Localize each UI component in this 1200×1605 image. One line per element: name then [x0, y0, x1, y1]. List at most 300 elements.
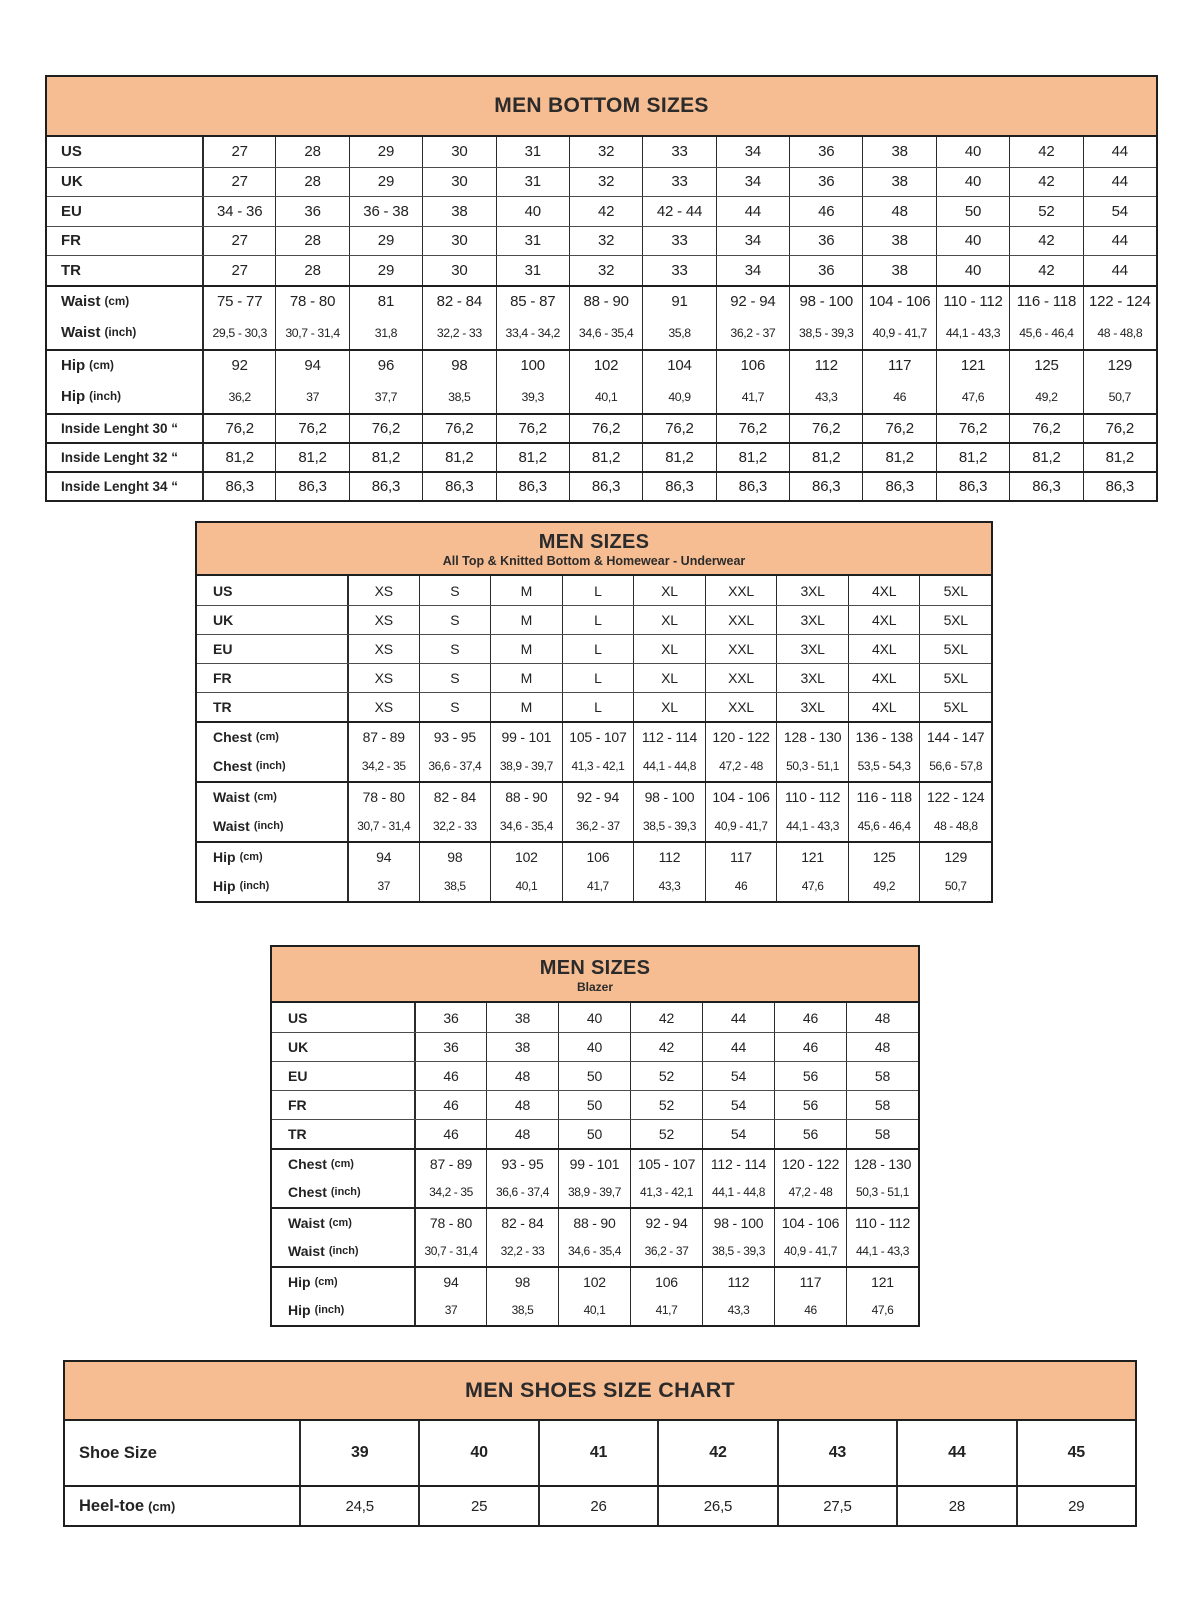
table-cell: 38 [486, 1003, 558, 1032]
table-cell: 38 [862, 137, 935, 167]
table-cell: 36,2 - 37 [716, 317, 789, 349]
table-row [47, 167, 1156, 197]
table-cell: 26 [538, 1487, 657, 1525]
table-cell: 31 [496, 137, 569, 167]
table-cell: 42 [630, 1033, 702, 1061]
table-cell: 38,9 - 39,7 [558, 1178, 630, 1208]
table-cell: 104 - 106 [774, 1209, 846, 1237]
table-cell: 3XL [776, 576, 848, 605]
table-row [65, 1485, 1135, 1525]
table-cell: 38,9 - 39,7 [490, 751, 562, 781]
table-cell: S [419, 576, 491, 605]
table-cell: 34 [716, 168, 789, 197]
table-row [197, 751, 991, 781]
table-row [47, 285, 1156, 317]
row-label-text: UK [213, 612, 234, 628]
row-label [197, 751, 347, 781]
table-cell: 92 [202, 351, 275, 381]
table-cell: 48 - 48,8 [919, 811, 991, 841]
table-cell: 41,3 - 42,1 [630, 1178, 702, 1208]
table-cell: 30 [422, 256, 495, 285]
table-cell: 38,5 [486, 1296, 558, 1326]
row-label [197, 606, 347, 634]
table-cell: 86,3 [1083, 473, 1156, 500]
row-label [197, 843, 347, 871]
table-cell: XXL [705, 635, 777, 663]
table-cell: 38 [486, 1033, 558, 1061]
table-cell: 29 [349, 227, 422, 256]
table-cell: 36,6 - 37,4 [486, 1178, 558, 1208]
table-cell: M [490, 606, 562, 634]
table-row [197, 871, 991, 901]
table-cell: 58 [846, 1091, 918, 1119]
table-cell: 4XL [848, 693, 920, 721]
table-cell: 41,7 [562, 871, 634, 901]
table-row [47, 471, 1156, 500]
table-cell: 98 [419, 843, 491, 871]
table-cell: 92 - 94 [630, 1209, 702, 1237]
table-cell: 40 [418, 1421, 537, 1485]
row-label-unit: (cm) [330, 1157, 354, 1170]
table-cell: 82 - 84 [422, 287, 495, 317]
table-cell: 104 - 106 [705, 783, 777, 811]
table-cell: 88 - 90 [569, 287, 642, 317]
table-cell: 33,4 - 34,2 [496, 317, 569, 349]
table-cell: 43,3 [633, 871, 705, 901]
table-cell: 29,5 - 30,3 [202, 317, 275, 349]
row-label-unit: (inch) [239, 880, 270, 892]
row-label-unit: (inch) [89, 390, 121, 403]
table-cell: 41,3 - 42,1 [562, 751, 634, 781]
row-label [272, 1268, 414, 1296]
table-cell: 94 [275, 351, 348, 381]
table-cell: S [419, 693, 491, 721]
table-cell: 128 - 130 [776, 723, 848, 751]
table-cell: 33 [642, 168, 715, 197]
table-cell: 42 [657, 1421, 776, 1485]
table-cell: 43 [777, 1421, 896, 1485]
table-cell: 29 [349, 168, 422, 197]
table-cell: 38 [862, 168, 935, 197]
table-cell: 81,2 [716, 444, 789, 471]
table-cell: 129 [919, 843, 991, 871]
row-label-text: TR [61, 261, 81, 279]
table-cell: 44,1 - 44,8 [702, 1178, 774, 1208]
table-cell: XL [633, 576, 705, 605]
table-cell: 31 [496, 227, 569, 256]
row-label [197, 723, 347, 751]
row-label-text: Waist [288, 1243, 325, 1260]
table-cell: 50,3 - 51,1 [846, 1178, 918, 1208]
table-row [197, 781, 991, 811]
table-cell: 86,3 [275, 473, 348, 500]
row-label [197, 664, 347, 692]
table-cell: 98 [422, 351, 495, 381]
table-cell: 32,2 - 33 [422, 317, 495, 349]
table-cell: XL [633, 693, 705, 721]
table-cell: 81,2 [569, 444, 642, 471]
table-cell: 32 [569, 168, 642, 197]
table-cell: 56 [774, 1120, 846, 1148]
row-label-text: FR [288, 1097, 307, 1113]
row-label [47, 473, 202, 500]
table-cell: 86,3 [202, 473, 275, 500]
table-cell: 86,3 [569, 473, 642, 500]
table-row [47, 226, 1156, 256]
table-cell: 46 [789, 197, 862, 226]
row-label-unit: (inch) [314, 1304, 345, 1317]
table-cell: 40,9 - 41,7 [705, 811, 777, 841]
table-cell: 48 [846, 1033, 918, 1061]
row-label-text: Inside Lenght 34 “ [61, 478, 179, 494]
table-row [47, 317, 1156, 349]
table-cell: 99 - 101 [558, 1150, 630, 1178]
row-label [65, 1487, 299, 1525]
table-cell: 76,2 [642, 415, 715, 442]
table-cell: 50 [558, 1120, 630, 1148]
row-label-unit: (cm) [255, 731, 279, 743]
table-cell: 44 [716, 197, 789, 226]
table-cell: 38,5 - 39,3 [789, 317, 862, 349]
row-label-text: Inside Lenght 30 “ [61, 420, 179, 436]
row-label [272, 1091, 414, 1119]
row-label-text: Chest [213, 758, 252, 774]
table-cell: 34 [716, 137, 789, 167]
table-cell: 36 [789, 137, 862, 167]
row-label [47, 197, 202, 226]
table-cell: 48 [862, 197, 935, 226]
table-cell: 122 - 124 [1083, 287, 1156, 317]
table-cell: 24,5 [299, 1487, 418, 1525]
table-cell: 54 [1083, 197, 1156, 226]
table-title: MEN BOTTOM SIZES [494, 94, 709, 117]
row-label-text: Shoe Size [79, 1443, 157, 1462]
table-row [47, 196, 1156, 226]
table-cell: 54 [702, 1091, 774, 1119]
table-cell: 47,6 [936, 381, 1009, 413]
table-cell: 34 [716, 227, 789, 256]
table-cell: 42 [1009, 168, 1082, 197]
row-label [65, 1421, 299, 1485]
table-cell: M [490, 693, 562, 721]
table-cell: 32 [569, 256, 642, 285]
table-cell: 81,2 [936, 444, 1009, 471]
table-cell: L [562, 576, 634, 605]
table-cell: 33 [642, 256, 715, 285]
men-shoes-size-table [63, 1360, 1137, 1527]
table-cell: 50 [558, 1091, 630, 1119]
table-cell: 88 - 90 [558, 1209, 630, 1237]
row-label [47, 227, 202, 256]
table-row [47, 442, 1156, 471]
table-cell: 86,3 [862, 473, 935, 500]
table-cell: 76,2 [349, 415, 422, 442]
table-cell: 27 [202, 168, 275, 197]
table-cell: 48 - 48,8 [1083, 317, 1156, 349]
row-label-text: Hip [213, 878, 236, 894]
table-cell: 76,2 [422, 415, 495, 442]
table-row [272, 1148, 918, 1178]
table-cell: 46 [414, 1091, 486, 1119]
table-cell: 40 [936, 168, 1009, 197]
table-row [272, 1296, 918, 1326]
table-cell: 32 [569, 137, 642, 167]
table-cell: 42 - 44 [642, 197, 715, 226]
table-cell: 37 [275, 381, 348, 413]
table-cell: 42 [569, 197, 642, 226]
table-cell: 122 - 124 [919, 783, 991, 811]
table-cell: 106 [630, 1268, 702, 1296]
table-cell: 94 [347, 843, 419, 871]
table-cell: 98 - 100 [702, 1209, 774, 1237]
table-cell: 98 [486, 1268, 558, 1296]
table-cell: 39,3 [496, 381, 569, 413]
table-cell: 56 [774, 1091, 846, 1119]
table-cell: 3XL [776, 693, 848, 721]
table-cell: 34,2 - 35 [414, 1178, 486, 1208]
table-cell: 44 [896, 1421, 1015, 1485]
table-cell: 28 [275, 137, 348, 167]
row-label [47, 287, 202, 317]
table-cell: 81,2 [642, 444, 715, 471]
table-cell: 29 [349, 256, 422, 285]
row-label-text: TR [288, 1126, 307, 1142]
table-cell: 58 [846, 1120, 918, 1148]
table-row [272, 1032, 918, 1061]
table-cell: 35,8 [642, 317, 715, 349]
table-cell: 44,1 - 43,3 [936, 317, 1009, 349]
table-cell: 47,6 [776, 871, 848, 901]
table-cell: 76,2 [496, 415, 569, 442]
men-sizes-top-table [195, 521, 993, 903]
table-cell: 76,2 [202, 415, 275, 442]
table-cell: 43,3 [702, 1296, 774, 1326]
table-cell: 78 - 80 [275, 287, 348, 317]
row-label-unit: (cm) [104, 295, 130, 308]
table-cell: 76,2 [1009, 415, 1082, 442]
row-label-unit: (cm) [148, 1498, 176, 1514]
table-cell: 36 - 38 [349, 197, 422, 226]
table-row [197, 663, 991, 692]
table-cell: 30 [422, 168, 495, 197]
table-cell: 50,7 [919, 871, 991, 901]
table-row [197, 811, 991, 841]
table-cell: 93 - 95 [486, 1150, 558, 1178]
table-cell: 31 [496, 168, 569, 197]
table-cell: 40,1 [569, 381, 642, 413]
table-cell: 36 [789, 227, 862, 256]
table-row [197, 634, 991, 663]
table-cell: 110 - 112 [936, 287, 1009, 317]
row-label-text: Chest [288, 1184, 327, 1201]
table-cell: 33 [642, 227, 715, 256]
table-cell: 44 [702, 1003, 774, 1032]
table-cell: 49,2 [848, 871, 920, 901]
table-cell: 32 [569, 227, 642, 256]
table-cell: 4XL [848, 576, 920, 605]
table-cell: 43,3 [789, 381, 862, 413]
table-cell: 28 [896, 1487, 1015, 1525]
table-cell: 4XL [848, 635, 920, 663]
table-cell: 31,8 [349, 317, 422, 349]
table-cell: 48 [486, 1062, 558, 1090]
table-header [272, 947, 918, 1003]
table-row [272, 1207, 918, 1237]
table-cell: 56,6 - 57,8 [919, 751, 991, 781]
table-cell: 76,2 [789, 415, 862, 442]
table-cell: 40 [936, 137, 1009, 167]
table-row [47, 137, 1156, 167]
table-cell: 38 [862, 227, 935, 256]
table-cell: 112 - 114 [633, 723, 705, 751]
table-cell: 86,3 [642, 473, 715, 500]
table-title: MEN SHOES SIZE CHART [465, 1378, 735, 1402]
table-cell: 117 [774, 1268, 846, 1296]
table-cell: 5XL [919, 635, 991, 663]
table-cell: 104 - 106 [862, 287, 935, 317]
table-cell: 117 [705, 843, 777, 871]
row-label [47, 415, 202, 442]
row-label-unit: (inch) [253, 820, 284, 832]
table-cell: 144 - 147 [919, 723, 991, 751]
table-header [47, 77, 1156, 137]
table-cell: 29 [349, 137, 422, 167]
table-cell: 121 [846, 1268, 918, 1296]
table-cell: XXL [705, 606, 777, 634]
table-cell: 40,9 [642, 381, 715, 413]
table-cell: XL [633, 606, 705, 634]
table-cell: 40 [558, 1003, 630, 1032]
row-label-unit: (inch) [330, 1186, 361, 1199]
table-cell: 36 [789, 256, 862, 285]
row-label-unit: (cm) [328, 1216, 352, 1229]
table-cell: 27 [202, 137, 275, 167]
table-cell: 82 - 84 [486, 1209, 558, 1237]
table-cell: 40,9 - 41,7 [774, 1237, 846, 1267]
table-cell: 100 [496, 351, 569, 381]
table-header [197, 523, 991, 576]
table-cell: 81,2 [422, 444, 495, 471]
table-cell: 30,7 - 31,4 [275, 317, 348, 349]
table-cell: XS [347, 606, 419, 634]
table-cell: 34 - 36 [202, 197, 275, 226]
table-cell: 81,2 [1009, 444, 1082, 471]
table-cell: 47,6 [846, 1296, 918, 1326]
row-label-unit: (cm) [89, 359, 114, 372]
row-label-text: Chest [213, 729, 252, 745]
table-cell: 125 [848, 843, 920, 871]
table-cell: 36 [414, 1003, 486, 1032]
table-cell: XXL [705, 693, 777, 721]
row-label [272, 1237, 414, 1267]
men-sizes-blazer-table [270, 945, 920, 1327]
table-cell: 40 [558, 1033, 630, 1061]
table-cell: 48 [486, 1091, 558, 1119]
table-cell: 42 [1009, 227, 1082, 256]
row-label-text: Hip [61, 388, 86, 405]
table-cell: 76,2 [716, 415, 789, 442]
table-cell: 54 [702, 1062, 774, 1090]
row-label-text: US [288, 1009, 308, 1026]
table-cell: 116 - 118 [848, 783, 920, 811]
row-label [272, 1150, 414, 1178]
row-label [197, 576, 347, 605]
table-cell: 32,2 - 33 [486, 1237, 558, 1267]
table-cell: S [419, 635, 491, 663]
table-cell: S [419, 664, 491, 692]
row-label-text: FR [213, 670, 232, 686]
table-cell: 46 [414, 1062, 486, 1090]
table-cell: XXL [705, 576, 777, 605]
table-row [272, 1061, 918, 1090]
table-cell: 45 [1016, 1421, 1135, 1485]
table-cell: 36 [275, 197, 348, 226]
table-cell: 92 - 94 [562, 783, 634, 811]
table-cell: 87 - 89 [414, 1150, 486, 1178]
table-cell: 112 - 114 [702, 1150, 774, 1178]
table-cell: 81,2 [275, 444, 348, 471]
row-label-text: US [61, 143, 82, 161]
table-cell: 26,5 [657, 1487, 776, 1525]
table-cell: M [490, 635, 562, 663]
row-label [197, 871, 347, 901]
table-row [272, 1266, 918, 1296]
row-label [47, 137, 202, 167]
table-cell: 40,1 [490, 871, 562, 901]
table-cell: 52 [630, 1091, 702, 1119]
table-row [47, 413, 1156, 442]
table-cell: 46 [414, 1120, 486, 1148]
table-cell: L [562, 606, 634, 634]
table-cell: 50,3 - 51,1 [776, 751, 848, 781]
table-cell: 78 - 80 [414, 1209, 486, 1237]
table-cell: 94 [414, 1268, 486, 1296]
table-row [272, 1237, 918, 1267]
table-cell: 36 [414, 1033, 486, 1061]
table-cell: 56 [774, 1062, 846, 1090]
row-label [47, 256, 202, 285]
table-cell: 106 [562, 843, 634, 871]
table-cell: 106 [716, 351, 789, 381]
table-cell: 86,3 [422, 473, 495, 500]
table-cell: 98 - 100 [789, 287, 862, 317]
table-cell: 44,1 - 43,3 [846, 1237, 918, 1267]
table-cell: 5XL [919, 576, 991, 605]
table-cell: 37,7 [349, 381, 422, 413]
row-label-text: Heel-toe [79, 1496, 145, 1515]
row-label [272, 1062, 414, 1090]
table-cell: 30 [422, 137, 495, 167]
table-cell: 44 [702, 1033, 774, 1061]
table-cell: 48 [846, 1003, 918, 1032]
table-cell: XS [347, 635, 419, 663]
table-cell: 81,2 [202, 444, 275, 471]
table-cell: 42 [630, 1003, 702, 1032]
table-cell: 81,2 [496, 444, 569, 471]
table-cell: 27 [202, 227, 275, 256]
table-cell: 40,9 - 41,7 [862, 317, 935, 349]
table-cell: XXL [705, 664, 777, 692]
row-label [197, 635, 347, 663]
table-cell: 37 [414, 1296, 486, 1326]
table-cell: 116 - 118 [1009, 287, 1082, 317]
table-cell: 129 [1083, 351, 1156, 381]
table-cell: 48 [486, 1120, 558, 1148]
table-cell: 82 - 84 [419, 783, 491, 811]
table-cell: 4XL [848, 664, 920, 692]
table-cell: 50 [936, 197, 1009, 226]
row-label-text: Inside Lenght 32 “ [61, 449, 179, 465]
